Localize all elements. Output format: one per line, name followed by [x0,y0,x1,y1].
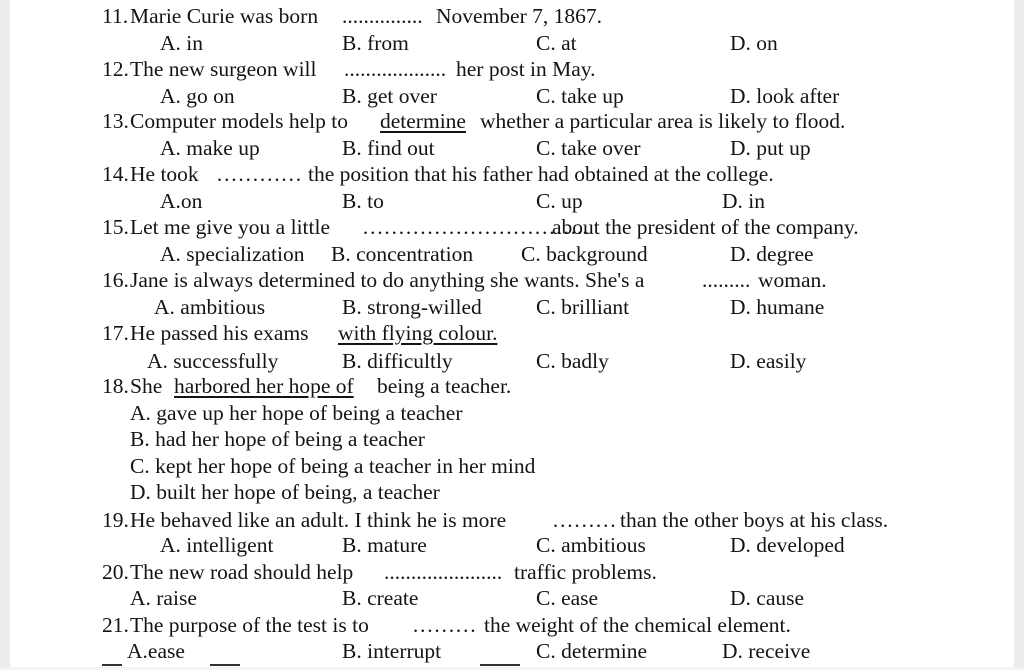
option-d: D. easily [730,349,807,373]
answer-blank: ……… [412,613,477,637]
option-c: C. background [521,242,648,266]
option-b: B. from [342,31,409,55]
option-a: A. intelligent [160,533,274,557]
question-stem-end: her post in May. [456,57,596,81]
question-stem: Computer models help to [130,109,348,133]
option-d: D. built her hope of being, a teacher [130,480,440,504]
answer-blank: ............... [342,4,423,28]
option-a: A.on [160,189,203,213]
question-stem: He passed his exams [130,321,309,345]
question-11 [10,3,1014,29]
question-number: 17. [102,321,129,345]
option-c: C. up [536,189,583,213]
question-13 [10,108,1014,134]
options-13 [10,135,1014,161]
options-18-c [10,453,1014,479]
option-c: C. at [536,31,577,55]
option-d: D. put up [730,136,811,160]
question-number: 11. [102,4,129,28]
option-a: A.ease [127,639,185,663]
options-14 [10,188,1014,214]
answer-blank: ................... [344,57,447,81]
option-d: D. developed [730,533,845,557]
answer-blank: ......... [702,268,751,292]
option-a: A. in [160,31,203,55]
question-number: 20. [102,560,129,584]
underlined-phrase: harbored her hope of [174,374,354,398]
option-d: D. humane [730,295,825,319]
question-21 [10,612,1014,638]
question-19 [10,507,1014,533]
options-18-d [10,479,1014,505]
question-number: 14. [102,162,129,186]
answer-blank: ……… [552,508,617,532]
option-d: D. in [722,189,765,213]
option-d: D. receive [722,639,811,663]
question-stem: He took [130,162,199,186]
option-c: C. brilliant [536,295,630,319]
cutoff-mark [210,664,240,666]
options-20 [10,585,1014,611]
option-a: A. gave up her hope of being a teacher [130,401,463,425]
answer-blank: ………… [216,162,302,186]
question-stem-end: being a teacher. [377,374,512,398]
question-12 [10,56,1014,82]
cutoff-mark [102,664,122,666]
option-b: B. to [342,189,384,213]
options-18-a [10,400,1014,426]
option-b: B. mature [342,533,427,557]
option-a: A. ambitious [154,295,266,319]
question-stem: Let me give you a little [130,215,331,239]
option-c: C. determine [536,639,648,663]
question-stem: Jane is always determined to do anything she wants. She's a [130,268,645,292]
question-stem-end: traffic problems. [514,560,657,584]
question-stem-end: about the president of the company. [552,215,859,239]
question-20 [10,559,1014,585]
options-12 [10,83,1014,109]
option-a: A. go on [160,84,235,108]
option-c: C. badly [536,349,609,373]
question-stem: He behaved like an adult. I think he is more [130,508,507,532]
option-a: A. make up [160,136,260,160]
question-15 [10,214,1014,240]
option-c: C. ambitious [536,533,646,557]
option-b: B. create [342,586,419,610]
cutoff-mark [480,664,520,666]
options-16 [10,294,1014,320]
question-number: 21. [102,613,129,637]
option-c: C. take over [536,136,641,160]
option-b: B. concentration [331,242,474,266]
question-18 [10,373,1014,399]
question-16 [10,267,1014,293]
underlined-phrase: determine [380,109,466,133]
question-number: 16. [102,268,129,292]
option-a: A. raise [130,586,197,610]
option-b: B. difficultly [342,349,453,373]
question-17 [10,320,1014,346]
question-stem-end: November 7, 1867. [436,4,602,28]
question-stem: The purpose of the test is to [130,613,369,637]
question-stem: Marie Curie was born [130,4,319,28]
question-stem-end: the position that his father had obtained at the college. [308,162,774,186]
question-number: 13. [102,109,129,133]
question-number: 19. [102,508,129,532]
answer-blank: ...................... [384,560,503,584]
question-stem-end: whether a particular area is likely to flood. [480,109,846,133]
question-stem: The new surgeon will [130,57,317,81]
option-c: C. ease [536,586,599,610]
option-b: B. strong-willed [342,295,482,319]
question-stem: The new road should help [130,560,354,584]
options-11 [10,30,1014,56]
option-d: D. look after [730,84,840,108]
question-number: 12. [102,57,129,81]
option-b: B. interrupt [342,639,442,663]
option-a: A. specialization [160,242,305,266]
option-d: D. on [730,31,778,55]
options-19 [10,532,1014,558]
option-d: D. cause [730,586,805,610]
question-stem: She [130,374,163,398]
options-15 [10,241,1014,267]
option-b: B. find out [342,136,435,160]
question-stem-end: the weight of the chemical element. [484,613,791,637]
option-b: B. get over [342,84,437,108]
option-c: C. take up [536,84,624,108]
option-a: A. successfully [147,349,279,373]
options-17 [10,348,1014,374]
question-14 [10,161,1014,187]
option-c: C. kept her hope of being a teacher in her mind [130,454,536,478]
page-edge-left [0,0,10,667]
option-d: D. degree [730,242,814,266]
answer-blank: ………………………….. [362,215,588,239]
question-number: 18. [102,374,129,398]
question-stem-end: woman. [758,268,827,292]
question-number: 15. [102,215,129,239]
cutoff-next-line [10,664,1014,670]
worksheet-page [10,0,1014,667]
page-edge-right [1014,0,1024,667]
option-b: B. had her hope of being a teacher [130,427,425,451]
options-18-b [10,426,1014,452]
underlined-phrase: with flying colour. [338,321,498,345]
options-21 [10,638,1014,664]
question-stem-end: than the other boys at his class. [620,508,889,532]
